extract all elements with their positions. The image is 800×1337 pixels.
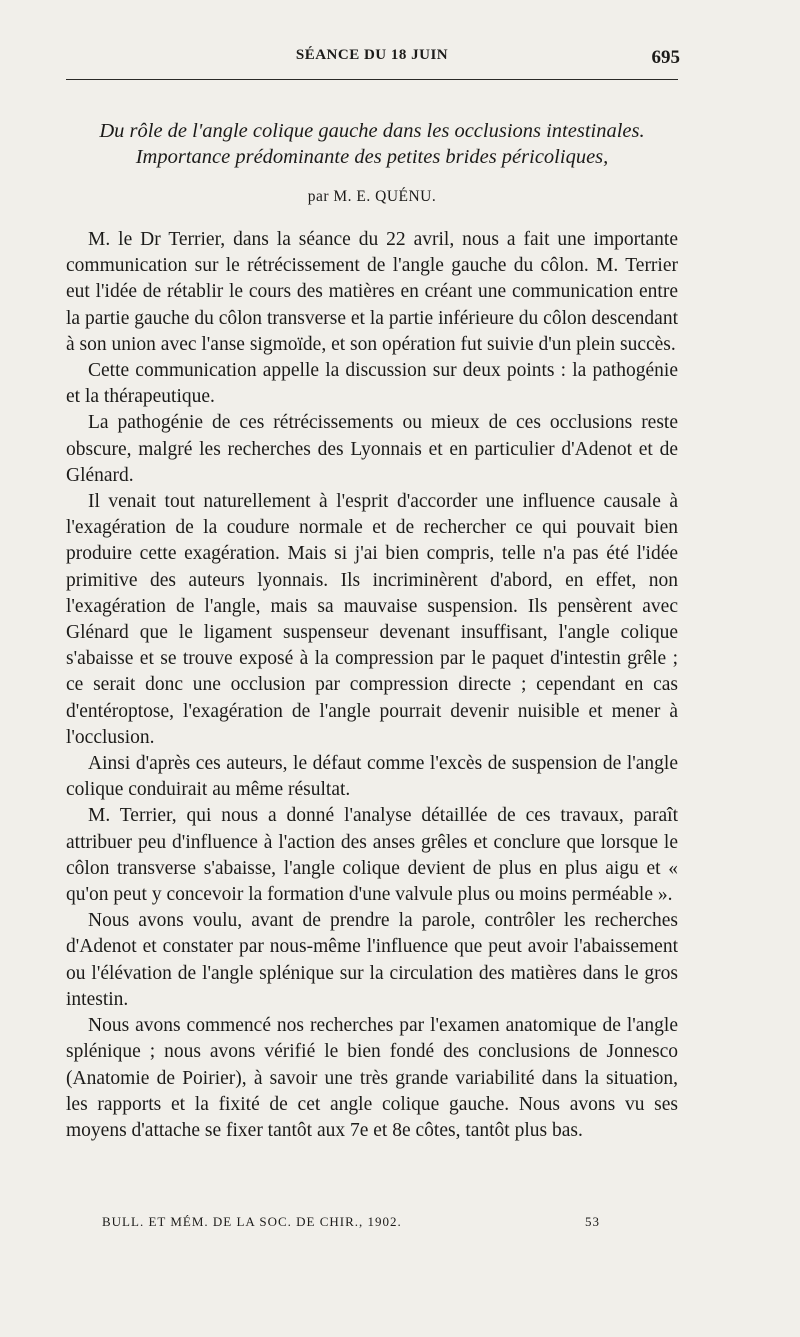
article-body	[66, 227, 678, 1144]
article-title-line-1: Du rôle de l'angle colique gauche dans les occlusions intestinales.	[99, 120, 645, 142]
article-title	[66, 118, 678, 170]
running-head	[66, 47, 678, 69]
paragraph: Nous avons commencé nos recherches par l'examen anatomique de l'angle splénique ; nous avons vérifié le bien fondé des conclusions de Jonnesco (Anatomie de Poirier), à savoir une très grande variabilité dans la situation, les rapports et la fixité de cet angle colique gauche. Nous avons vu ses moyens d'attache se fixer tantôt aux 7e et 8e côtes, tantôt plus bas.	[66, 1015, 678, 1141]
paragraph: La pathogénie de ces rétrécissements ou mieux de ces occlusions reste obscure, malgré les recherches des Lyonnais et en particulier d'Adenot et de Glénard.	[66, 412, 678, 486]
header-rule	[66, 79, 678, 80]
footer-citation: BULL. ET MÉM. DE LA SOC. DE CHIR., 1902.	[102, 1214, 402, 1229]
signature-mark: 53	[585, 1214, 600, 1229]
page-footer	[102, 1214, 600, 1230]
paragraph: Il venait tout naturellement à l'esprit d'accorder une influence causale à l'exagération de la coudure normale et de rechercher ce qui pouvait bien produire cette exagération. Mais si j'ai bien compris, telle n'a pas été l'idée primitive des auteurs lyonnais. Ils incriminèrent d'abord, en effet, non l'exagération de l'angle, mais sa mauvaise suspension. Ils pensèrent avec Glénard que le ligament suspenseur devenant insuffisant, l'angle colique s'abaisse et se trouve exposé à la compression par le paquet d'intestin grêle ; ce serait donc une occlusion par compression directe ; cependant en cas d'entéroptose, l'exagération de l'angle pourrait devenir nuisible et mener à l'occlusion.	[66, 491, 678, 748]
paragraph: Cette communication appelle la discussion sur deux points : la pathogénie et la thérapeutique.	[66, 360, 678, 408]
page-number: 695	[651, 47, 680, 68]
paragraph: M. le Dr Terrier, dans la séance du 22 avril, nous a fait une importante communication sur le rétrécissement de l'angle gauche du côlon. M. Terrier eut l'idée de rétablir le cours des matières en créant une communication entre la partie gauche du côlon transverse et la partie inférieure du côlon descendant à son union avec l'anse sigmoïde, et son opération fut suivie d'un plein succès.	[66, 229, 678, 355]
article-author: par M. E. QUÉNU.	[307, 188, 437, 205]
article-title-line-2: Importance prédominante des petites brides péricoliques,	[135, 146, 609, 168]
paragraph: M. Terrier, qui nous a donné l'analyse détaillée de ces travaux, paraît attribuer peu d'influence à l'action des anses grêles et conclure que lorsque le côlon transverse s'abaisse, l'angle colique devient de plus en plus aigu et « qu'on peut y concevoir la formation d'une valvule plus ou moins perméable ».	[66, 805, 678, 906]
paragraph: Ainsi d'après ces auteurs, le défaut comme l'excès de suspension de l'angle colique conduirait au même résultat.	[66, 753, 678, 801]
paragraph: Nous avons voulu, avant de prendre la parole, contrôler les recherches d'Adenot et constater par nous-même l'influence que peut avoir l'abaissement ou l'élévation de l'angle splénique sur la circulation des matières dans le gros intestin.	[66, 910, 678, 1010]
running-head-title: SÉANCE DU 18 JUIN	[295, 47, 449, 63]
